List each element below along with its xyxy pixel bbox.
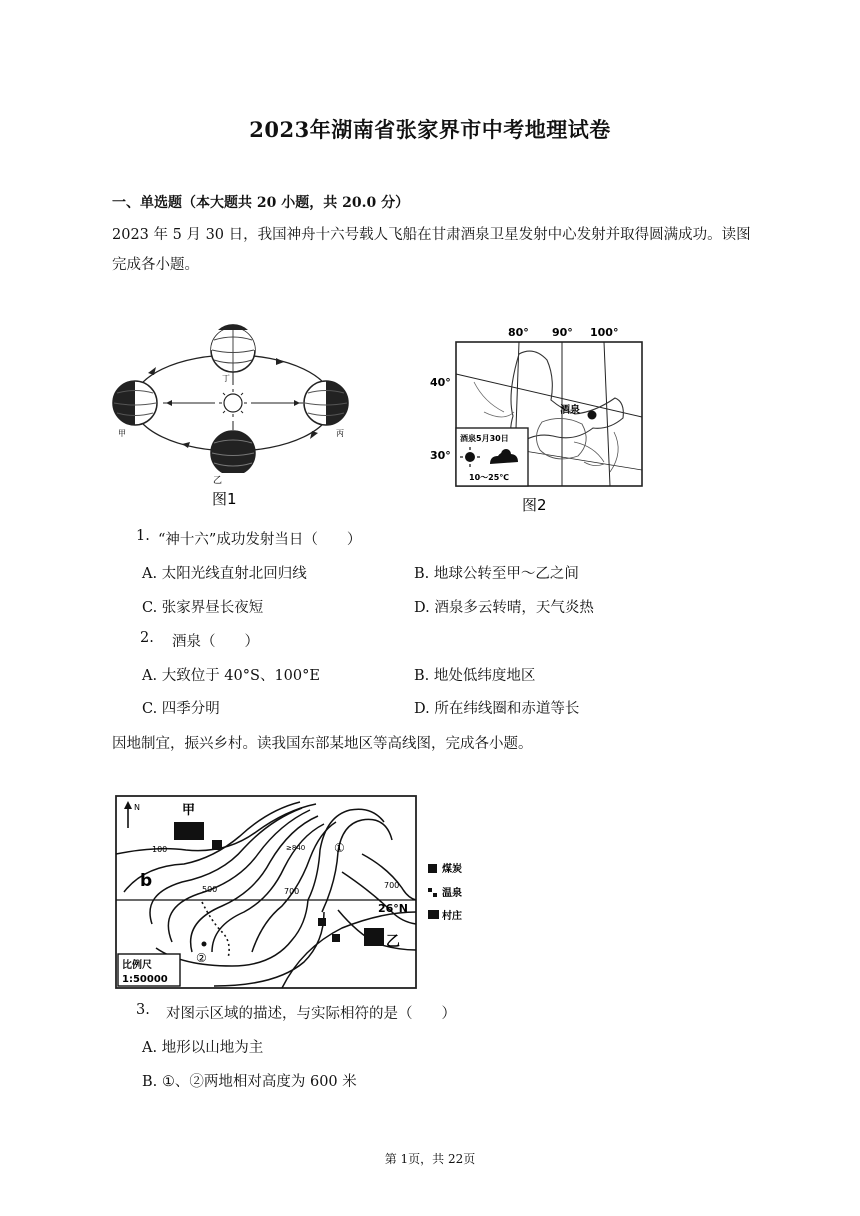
- lat-label-26n: 26°N: [378, 902, 409, 915]
- option-letter: A.: [142, 566, 158, 582]
- intro-paragraph-1: 2023 年 5 月 30 日，我国神舟十六号载人飞船在甘肃酒泉卫星发射中心发射并取得圆满成功。读图完成各小题。: [112, 227, 751, 273]
- figure-2-map: [424, 322, 650, 518]
- north-label: N: [134, 803, 140, 812]
- legend-village-icon: [428, 910, 439, 919]
- earth-right: [304, 381, 348, 425]
- question-3-stem: 对图示区域的描述，与实际相符的是（ ）: [166, 1006, 456, 1022]
- summit-label: ≥840: [286, 844, 306, 852]
- question-1-stem: “神十六”成功发射当日（ ）: [158, 532, 362, 548]
- q1-option-b[interactable]: [414, 562, 579, 583]
- village-jia-icon: [174, 822, 204, 840]
- q2-option-d[interactable]: [414, 697, 579, 718]
- legend-coal: 煤炭: [442, 864, 462, 875]
- q3-option-a[interactable]: [142, 1036, 263, 1057]
- legend-hot-spring: 温泉: [442, 888, 462, 899]
- sun-icon: [219, 389, 247, 417]
- lon-label-80: 80°: [508, 326, 529, 339]
- option-text: 大致位于 40°S、100°E: [161, 668, 320, 684]
- jiuquan-marker: [588, 411, 597, 420]
- option-letter: C.: [142, 701, 158, 717]
- question-3-number: 3.: [136, 1002, 150, 1018]
- legend: [428, 862, 462, 922]
- option-text: 所在纬线圈和赤道等长: [434, 701, 580, 717]
- question-1-number: 1.: [136, 528, 150, 544]
- q1-option-c[interactable]: [142, 596, 263, 617]
- q1-option-a[interactable]: [142, 562, 307, 583]
- page-title: 2023年湖南省张家界市中考地理试卷: [249, 117, 611, 142]
- lon-label-90: 90°: [552, 326, 573, 339]
- section-heading: 一、单选题（本大题共 20 小题，共 20.0 分）: [112, 195, 410, 211]
- option-text: 太阳光线直射北回归线: [161, 566, 307, 582]
- legend-hot-spring-icon: [428, 888, 437, 897]
- label-jia: 甲: [182, 803, 196, 818]
- option-letter: A.: [142, 1040, 158, 1056]
- lon-label-100: 100°: [590, 326, 619, 339]
- lat-label-40: 40°: [430, 376, 451, 389]
- option-letter: B.: [142, 1074, 158, 1090]
- lat-label-30: 30°: [430, 449, 451, 462]
- weather-box: [456, 428, 528, 486]
- point-2: [202, 942, 207, 947]
- option-text: 四季分明: [161, 701, 220, 717]
- legend-coal-icon: [428, 864, 437, 873]
- fig1-label-right: 丙: [336, 429, 344, 438]
- earth-top: [211, 324, 255, 372]
- earth-left: [113, 381, 157, 425]
- fig1-label-bottom: 乙: [213, 476, 223, 486]
- scale-value: 1:50000: [122, 974, 168, 985]
- q3-option-b[interactable]: [142, 1070, 357, 1091]
- option-text: 地处低纬度地区: [433, 668, 536, 684]
- mark-1: ①: [334, 841, 345, 855]
- scale-label: 比例尺: [122, 960, 152, 971]
- option-letter: D.: [414, 701, 430, 717]
- intro-paragraph-2: 因地制宜，振兴乡村。读我国东部某地区等高线图，完成各小题。: [112, 736, 533, 752]
- weather-temp: 10～25℃: [469, 473, 509, 482]
- contour-label-700b: 700: [384, 881, 400, 890]
- legend-village: 村庄: [442, 911, 462, 922]
- option-letter: B.: [414, 668, 430, 684]
- contour-label-100: 100: [152, 845, 168, 854]
- figure-3-contour-map: [112, 792, 482, 992]
- label-b: b: [140, 871, 153, 891]
- contour-label-700a: 700: [284, 887, 300, 896]
- fig1-label-top: 丁: [222, 374, 230, 383]
- city-label: 酒泉: [560, 405, 580, 416]
- contour-label-500: 500: [202, 885, 218, 894]
- earth-bottom: [211, 431, 255, 477]
- q2-option-a[interactable]: [142, 664, 320, 685]
- fig1-label-left: 甲: [118, 429, 126, 438]
- option-text: 地球公转至甲～乙之间: [433, 566, 579, 582]
- option-letter: B.: [414, 566, 430, 582]
- village-yi-icon: [364, 928, 384, 946]
- figure-1-orbit-diagram: [108, 318, 358, 518]
- q1-option-d[interactable]: [414, 596, 594, 617]
- weather-title: 酒泉5月30日: [460, 434, 509, 443]
- figure-2-caption: 图2: [522, 496, 547, 514]
- label-yi: 乙: [386, 934, 400, 950]
- figure-1-caption: 图1: [212, 490, 237, 508]
- option-letter: C.: [142, 600, 158, 616]
- q2-option-c[interactable]: [142, 697, 220, 718]
- page-footer: 第 1页，共 22页: [384, 1152, 476, 1166]
- question-2-number: 2.: [140, 630, 154, 646]
- mark-2: ②: [196, 951, 207, 965]
- option-text: 地形以山地为主: [161, 1040, 264, 1056]
- q2-option-b[interactable]: [414, 664, 535, 685]
- option-letter: D.: [414, 600, 430, 616]
- option-text: ①、②两地相对高度为 600 米: [161, 1074, 357, 1090]
- question-2-stem: 酒泉（ ）: [172, 634, 259, 650]
- option-text: 张家界昼长夜短: [161, 600, 264, 616]
- option-letter: A.: [142, 668, 158, 684]
- option-text: 酒泉多云转晴，天气炎热: [434, 600, 594, 616]
